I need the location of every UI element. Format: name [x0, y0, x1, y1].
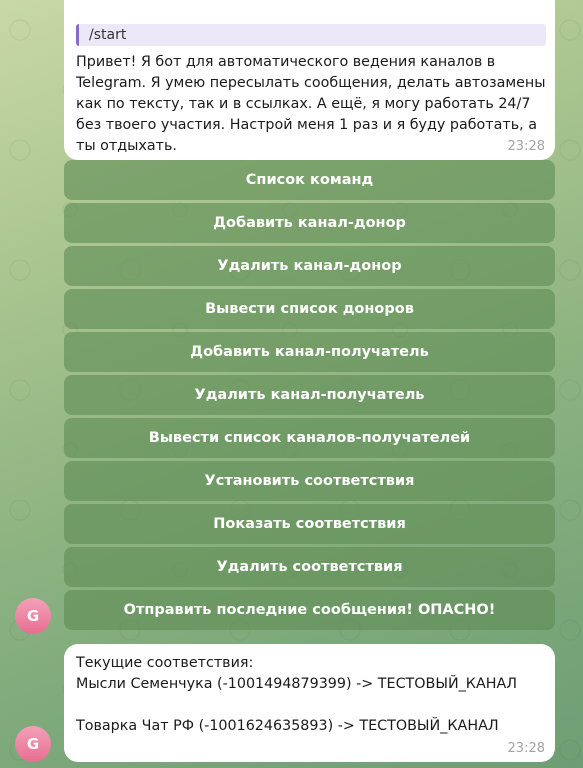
bot-welcome-message: [64, 0, 555, 160]
message-line: Товарка Чат РФ (-1001624635893) -> ТЕСТОВЫЙ_КАНАЛ: [76, 718, 499, 734]
message-text: Привет! Я бот для автоматического ведения каналов в Telegram. Я умею пересылать сообщения, делать автозамены как по тексту, так и в ссылках. А ещё, я могу работать 24/7 без твоего участия. Настрой меня 1 раз и я буду работать, а ты отдыхать.: [76, 54, 551, 154]
keyboard-button-show-mappings[interactable]: Показать соответствия: [64, 504, 555, 544]
message-time: 23:28: [507, 139, 545, 154]
message-text: [76, 653, 550, 737]
inline-keyboard: [64, 160, 555, 633]
keyboard-button-set-mappings[interactable]: Установить соответствия: [64, 461, 555, 501]
keyboard-button-send-last-messages[interactable]: Отправить последние сообщения! ОПАСНО!: [64, 590, 555, 630]
keyboard-button-remove-donor[interactable]: Удалить канал-донор: [64, 246, 555, 286]
keyboard-button-add-donor[interactable]: Добавить канал-донор: [64, 203, 555, 243]
message-line: [76, 695, 550, 716]
message-line: Текущие соответствия:: [76, 655, 254, 671]
keyboard-button-delete-mappings[interactable]: Удалить соответствия: [64, 547, 555, 587]
keyboard-button-list-receivers[interactable]: Вывести список каналов-получателей: [64, 418, 555, 458]
keyboard-button-list-commands[interactable]: Список команд: [64, 160, 555, 200]
keyboard-button-remove-receiver[interactable]: Удалить канал-получатель: [64, 375, 555, 415]
keyboard-button-list-donors[interactable]: Вывести список доноров: [64, 289, 555, 329]
sender-avatar[interactable]: G: [15, 726, 51, 762]
message-time: 23:28: [507, 741, 545, 756]
sender-avatar[interactable]: G: [15, 598, 51, 634]
mappings-message: [64, 644, 555, 762]
message-line: Мысли Семенчука (-1001494879399) -> ТЕСТОВЫЙ_КАНАЛ: [76, 676, 518, 692]
keyboard-button-add-receiver[interactable]: Добавить канал-получатель: [64, 332, 555, 372]
reply-quote[interactable]: /start: [76, 24, 546, 46]
